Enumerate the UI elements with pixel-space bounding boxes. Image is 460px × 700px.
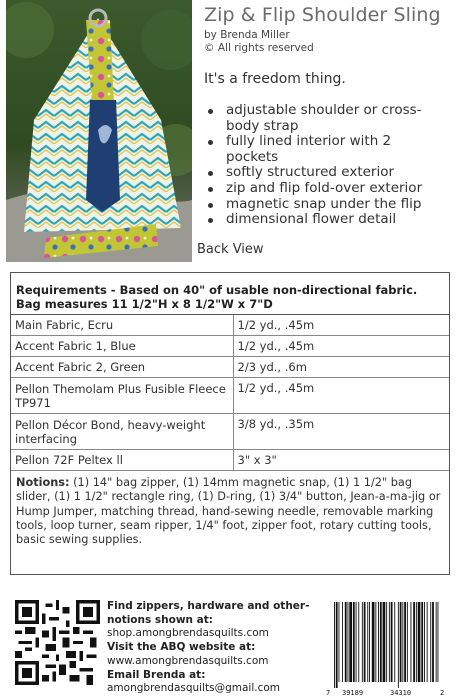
requirements-heading-line2: Bag measures 11 1/2"H x 8 1/2"W x 7"D [16,297,273,311]
tagline: It's a freedom thing. [204,71,346,87]
feature-item: zip and flip fold-over exterior [206,181,446,197]
barcode-bar [375,602,376,682]
barcode-bar [339,602,340,682]
barcode-bar [418,602,421,682]
author-byline: by Brenda Miller [204,29,290,41]
barcode-bar [372,602,375,682]
barcode-bar [400,602,402,682]
copyright-notice: © All rights reserved [204,42,314,54]
barcode-digit: 34310 [390,689,412,697]
back-view-label: Back View [197,242,264,257]
table-row [11,378,449,414]
barcode-bar [391,602,393,682]
barcode-bar [342,602,343,682]
barcode-bar [364,602,366,682]
notions-text: (1) 14" bag zipper, (1) 14mm magnetic snap, (1) 1 1/2" bag slider, (1) 1 1/2" rectangle ring, (1) D-ring, (1) 3/4" button, Jean-a-ma-jig or Hump Jumper, matching thread, hand-sewing needle, removable marking tools, loop turner, seam ripper, 1/4" foot, zipper foot, rotary cutting tools, basic sewing supplies. [16,476,441,547]
barcode-bar [402,602,403,682]
table-row [11,414,449,450]
table-row [11,315,449,336]
material-cell: Accent Fabric 2, Green [11,357,233,378]
barcode-bar [353,602,355,682]
barcode-bar [407,602,408,682]
barcode-bar [424,602,425,682]
visit-website-text: Visit the ABQ website at: [107,641,256,654]
barcode-bar [380,602,382,682]
feature-list [206,103,446,228]
table-row [11,357,449,378]
barcode-bar [345,602,347,682]
barcode-digit: 2 [440,689,445,697]
barcode-icon [322,600,450,698]
email-link[interactable]: amongbrendasquilts@gmail.com [107,682,281,695]
find-notions-text: Find zippers, hardware and other-notions shown at: [107,600,310,626]
notions-label: Notions: [16,476,70,489]
barcode-bar [358,602,359,682]
material-cell: Main Fabric, Ecru [11,315,233,336]
barcode-digit: 39189 [342,689,364,697]
bag-photo [6,0,192,262]
barcode-bar [356,602,357,682]
quantity-cell: 1/2 yd., .45m [233,378,449,414]
barcode-bar [367,602,368,682]
material-cell: Pellon Themolam Plus Fusible Fleece TP971 [11,378,233,414]
material-cell: Pellon 72F Peltex ll [11,450,233,471]
barcode-bar [394,602,395,682]
barcode-bar [411,602,412,682]
quantity-cell: 3/8 yd., .35m [233,414,449,450]
barcode-bar [386,602,387,682]
quantity-cell: 1/2 yd., .45m [233,336,449,357]
quantity-cell: 1/2 yd., .45m [233,315,449,336]
barcode-bar [432,602,434,682]
feature-item: magnetic snap under the flip [206,197,446,213]
shop-info [107,600,317,696]
email-label: Email Brenda at: [107,668,206,681]
table-row [11,336,449,357]
barcode-bar [438,602,439,682]
barcode-bar [389,602,390,682]
qr-code-icon [15,600,100,685]
barcode-bar [430,602,431,682]
barcode-bar [404,602,406,682]
feature-item: dimensional flower detail [206,212,446,228]
website-link[interactable]: www.amongbrendasquilts.com [107,654,269,667]
notions-paragraph [11,471,449,552]
barcode-bar [436,602,437,682]
pattern-title: Zip & Flip Shoulder Sling [204,4,441,26]
barcode-bar [398,602,399,688]
barcode-bar [383,602,386,682]
barcode-bar [378,602,379,682]
barcode-bar [369,602,370,682]
barcode-bar [336,602,338,688]
barcode-bar [334,602,335,688]
feature-item: softly structured exterior [206,165,446,181]
barcode-bar [427,602,428,682]
bag-illustration [6,0,192,262]
barcode-bar [349,602,352,682]
requirements-heading-line1: Requirements - Based on 40" of usable non-directional fabric. [16,283,418,297]
material-cell: Accent Fabric 1, Blue [11,336,233,357]
feature-item: adjustable shoulder or cross-body strap [206,103,446,134]
requirements-box [10,272,450,575]
material-cell: Pellon Décor Bond, heavy-weight interfacing [11,414,233,450]
bag-flip [86,100,120,212]
barcode-bar [348,602,349,682]
barcode-digit: 7 [326,689,331,697]
table-row [11,450,449,471]
feature-item: fully lined interior with 2 pockets [206,134,446,165]
requirements-heading [11,273,449,315]
barcode-bar [421,602,423,682]
barcode-bar [413,602,415,682]
quantity-cell: 2/3 yd., .6m [233,357,449,378]
barcode-bar [362,602,363,682]
shop-link[interactable]: shop.amongbrendasquilts.com [107,627,269,640]
quantity-cell: 3" x 3" [233,450,449,471]
barcode-bar [416,602,417,682]
requirements-table [11,315,449,471]
